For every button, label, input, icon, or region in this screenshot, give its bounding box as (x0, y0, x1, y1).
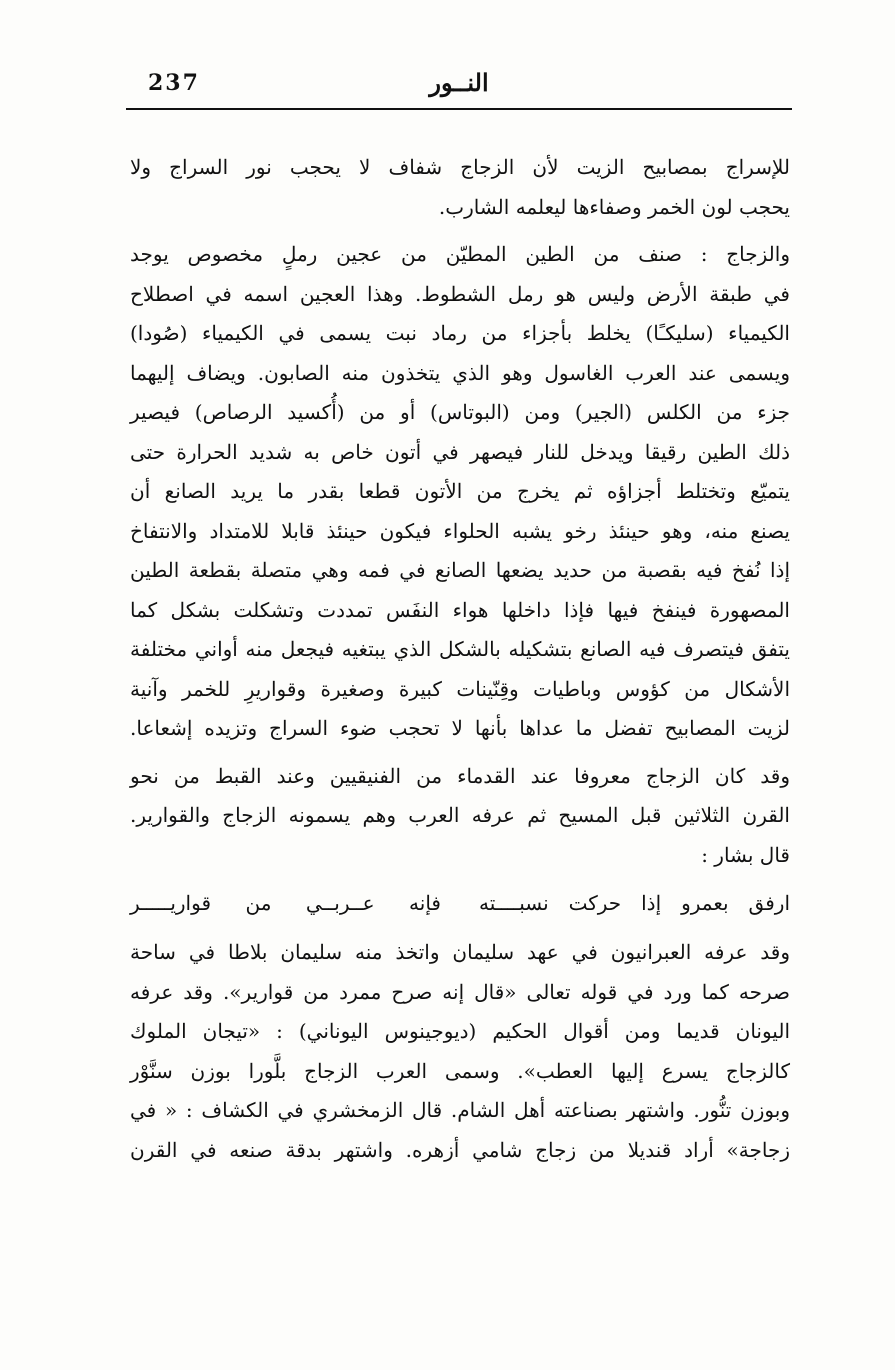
text-line: وقد كان الزجاج معروفا عند القدماء من الفنيقيين وعند القبط من نحو (130, 763, 790, 788)
text-line: إذا نُفخ فيه بقصبة من حديد يضعها الصانع في فمه وهي متصلة بقطعة الطين (130, 558, 790, 582)
text-line: يتفق فيتصرف فيه الصانع بتشكيله بالشكل الذي يبتغيه فيجعل منه أواني مختلفة (130, 637, 790, 661)
running-title: النــور (429, 68, 489, 97)
paragraph-4 (130, 933, 790, 1170)
body-text (130, 148, 790, 1170)
text-line: في طبقة الأرض وليس هو رمل الشطوط. وهذا العجين اسمه في اصطلاح (130, 281, 790, 306)
page-number: 237 (148, 70, 200, 96)
text-line: القرن الثلاثين قبل المسيح ثم عرفه العرب وهم يسمونه الزجاج والقوارير. (130, 803, 790, 827)
verse-second-hemistich: فإنه عــربــي من قواريـــــر (130, 891, 441, 915)
text-line: يصنع منه، وهو حينئذ رخو يشبه الحلواء فيكون حينئذ قابلا للامتداد والانتفاخ (130, 518, 790, 543)
text-line: لزيت المصابيح تفضل ما عداها بأنها لا تحجب ضوء السراج وتزيده إشعاعا. (130, 716, 790, 740)
text-line: للإسراج بمصابيح الزيت لأن الزجاج شفاف لا يحجب نور السراج ولا (130, 155, 790, 179)
text-line: وبوزن تنُّور. واشتهر بصناعته أهل الشام. قال الزمخشري في الكشاف : « في (130, 1098, 790, 1122)
paragraph-1 (130, 148, 790, 227)
text-line: زجاجة» أراد قنديلا من زجاج شامي أزهره. واشتهر بدقة صنعه في القرن (130, 1137, 790, 1162)
text-line: جزء من الكلس (الجير) ومن (البوتاس) أو من (أُكسيد الرصاص) فيصير (130, 400, 790, 424)
text-line: وقد عرفه العبرانيون في عهد سليمان واتخذ منه سليمان بلاطا في ساحة (130, 940, 790, 964)
verse-first-hemistich: ارفق بعمرو إذا حركت نسبــــته (479, 891, 790, 915)
text-line: يحجب لون الخمر وصفاءها ليعلمه الشارب. (438, 194, 790, 219)
paragraph-3 (130, 757, 790, 876)
text-line: قال بشار : (701, 842, 790, 867)
text-line: ويسمى عند العرب الغاسول وهو الذي يتخذون منه الصابون. ويضاف إليهما (130, 360, 790, 385)
text-line: الأشكال من كؤوس وباطيات وقِنّينات كبيرة وصغيرة وقواريرِ للخمر وآنية (130, 676, 790, 701)
text-line: اليونان قديما ومن أقوال الحكيم (ديوجينوس اليوناني) : «تيجان الملوك (130, 1019, 790, 1043)
poetry-verse (130, 881, 790, 925)
text-line: ذلك الطين رقيقا ويدخل للنار فيصهر في أتون خاص به شديد الحرارة حتى (130, 439, 790, 464)
text-line: المصهورة فينفخ فيها فإذا داخلها هواء النفَس تمددت وتشكلت بشكل كما (130, 597, 790, 622)
text-line: كالزجاج يسرع إليها العطب». وسمى العرب الزجاج بلَّورا بوزن سنَّوْر (130, 1058, 790, 1083)
text-line: صرحه كما ورد في قوله تعالى «قال إنه صرح ممرد من قوارير». وقد عرفه (130, 979, 790, 1004)
text-line: الكيمياء (سليكـًا) يخلط بأجزاء من رماد نبت يسمى في الكيمياء (صُودا) (130, 321, 790, 345)
page-header (126, 60, 792, 110)
text-line: يتميّع وتختلط أجزاؤه ثم يخرج من الأتون قطعا بقدر ما يريد الصانع أن (130, 479, 790, 503)
text-line: والزجاج : صنف من الطين المطيّن من عجين رملٍ مخصوص يوجد (130, 242, 790, 266)
paragraph-2 (130, 235, 790, 749)
